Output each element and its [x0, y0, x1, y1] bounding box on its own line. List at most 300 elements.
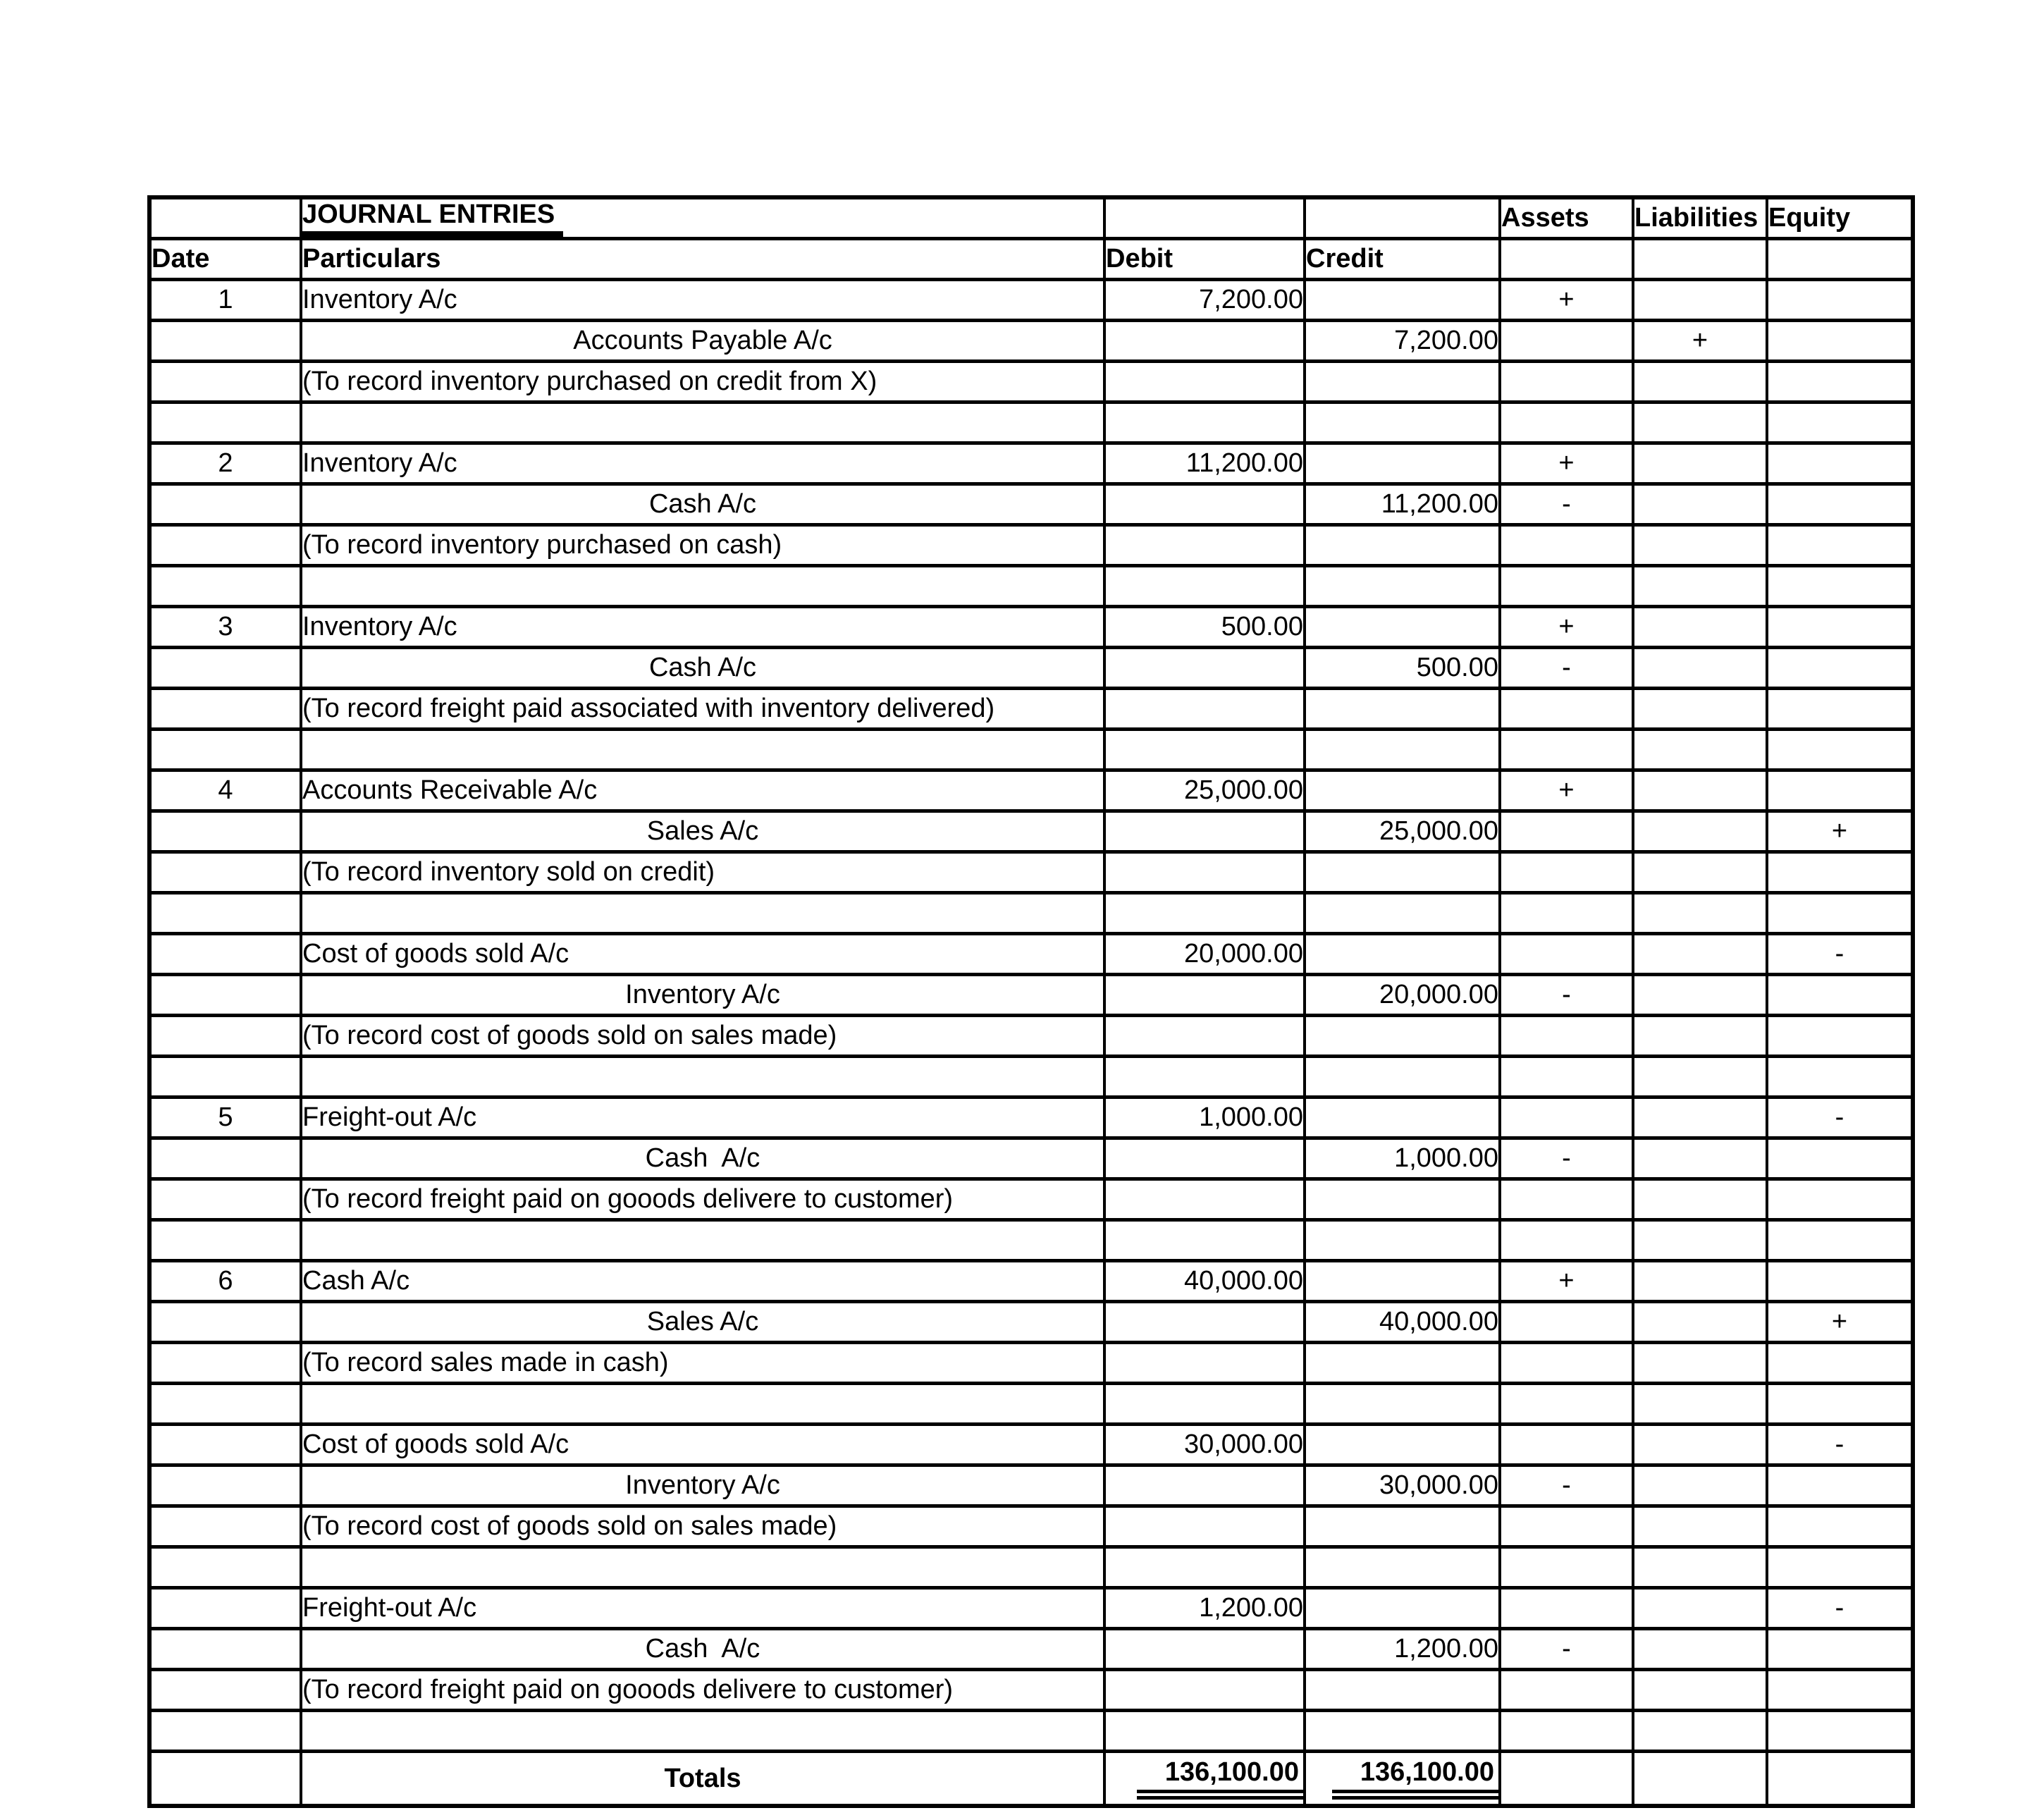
journal-row — [149, 811, 1913, 852]
assets-cell — [1500, 730, 1633, 770]
equity-cell: + — [1767, 811, 1913, 852]
debit-cell — [1104, 1711, 1305, 1752]
debit-cell — [1104, 197, 1305, 239]
assets-cell: - — [1500, 975, 1633, 1016]
liabilities-cell — [1633, 730, 1767, 770]
liabilities-cell — [1633, 525, 1767, 566]
credit-cell: 500.00 — [1305, 648, 1500, 689]
particulars-cell — [301, 1220, 1104, 1261]
date-cell — [149, 1220, 301, 1261]
debit-cell — [1104, 1343, 1305, 1384]
assets-cell — [1500, 1016, 1633, 1057]
equity-cell — [1767, 1506, 1913, 1547]
spacer-row — [149, 566, 1913, 607]
liabilities-cell — [1633, 1302, 1767, 1343]
debit-cell — [1104, 1138, 1305, 1179]
date-cell: 1 — [149, 280, 301, 321]
column-header-assets: Assets — [1500, 197, 1633, 239]
equity-cell — [1767, 402, 1913, 443]
equity-cell — [1767, 280, 1913, 321]
date-cell: 5 — [149, 1097, 301, 1138]
liabilities-cell — [1633, 1547, 1767, 1588]
equity-cell — [1767, 1629, 1913, 1670]
date-cell — [149, 1670, 301, 1711]
debit-cell: 30,000.00 — [1104, 1425, 1305, 1465]
particulars-cell: (To record cost of goods sold on sales made) — [301, 1506, 1104, 1547]
liabilities-cell — [1633, 1097, 1767, 1138]
equity-cell: + — [1767, 1302, 1913, 1343]
assets-cell: - — [1500, 1138, 1633, 1179]
particulars-cell: Sales A/c — [301, 1302, 1104, 1343]
date-cell — [149, 1057, 301, 1097]
table-title-row — [149, 197, 1913, 239]
date-cell — [149, 730, 301, 770]
equity-cell — [1767, 1343, 1913, 1384]
assets-cell: - — [1500, 648, 1633, 689]
journal-row — [149, 321, 1913, 362]
journal-row — [149, 1138, 1913, 1179]
equity-cell: - — [1767, 934, 1913, 975]
column-header-particulars: Particulars — [301, 239, 1104, 280]
equity-cell — [1767, 1384, 1913, 1425]
liabilities-cell — [1633, 566, 1767, 607]
liabilities-cell — [1633, 893, 1767, 934]
column-header-equity: Equity — [1767, 197, 1913, 239]
date-cell — [149, 689, 301, 730]
spacer-row — [149, 1711, 1913, 1752]
debit-cell — [1104, 730, 1305, 770]
debit-cell — [1104, 484, 1305, 525]
debit-cell: 500.00 — [1104, 607, 1305, 648]
date-cell — [149, 321, 301, 362]
credit-cell — [1305, 607, 1500, 648]
particulars-cell: Cash A/c — [301, 648, 1104, 689]
assets-cell — [1500, 1220, 1633, 1261]
debit-cell — [1104, 321, 1305, 362]
date-cell — [149, 852, 301, 893]
liabilities-cell — [1633, 1506, 1767, 1547]
equity-cell — [1767, 607, 1913, 648]
spacer-row — [149, 730, 1913, 770]
assets-cell — [1500, 1425, 1633, 1465]
debit-cell — [1104, 893, 1305, 934]
date-cell — [149, 1588, 301, 1629]
debit-cell — [1104, 689, 1305, 730]
particulars-cell: Accounts Payable A/c — [301, 321, 1104, 362]
particulars-cell — [301, 893, 1104, 934]
credit-cell — [1305, 1097, 1500, 1138]
journal-row — [149, 525, 1913, 566]
date-cell — [149, 1547, 301, 1588]
debit-cell — [1104, 566, 1305, 607]
particulars-cell: Cash A/c — [301, 1138, 1104, 1179]
credit-cell — [1305, 1711, 1500, 1752]
assets-cell — [1500, 1670, 1633, 1711]
credit-cell — [1305, 1016, 1500, 1057]
particulars-cell: Cash A/c — [301, 1261, 1104, 1302]
liabilities-cell — [1633, 1179, 1767, 1220]
particulars-cell — [301, 402, 1104, 443]
spacer-row — [149, 1057, 1913, 1097]
spacer-row — [149, 1384, 1913, 1425]
liabilities-cell — [1633, 1343, 1767, 1384]
particulars-cell: Inventory A/c — [301, 607, 1104, 648]
spacer-row — [149, 1220, 1913, 1261]
liabilities-cell — [1633, 1220, 1767, 1261]
equity-cell: - — [1767, 1425, 1913, 1465]
particulars-cell: Inventory A/c — [301, 280, 1104, 321]
equity-cell — [1767, 893, 1913, 934]
date-cell — [149, 1302, 301, 1343]
assets-cell — [1500, 239, 1633, 280]
credit-cell — [1305, 1547, 1500, 1588]
date-cell — [149, 1138, 301, 1179]
liabilities-cell — [1633, 1425, 1767, 1465]
credit-cell — [1305, 1506, 1500, 1547]
assets-cell — [1500, 1302, 1633, 1343]
assets-cell — [1500, 1711, 1633, 1752]
particulars-cell: Cost of goods sold A/c — [301, 934, 1104, 975]
equity-cell — [1767, 1670, 1913, 1711]
journal-row — [149, 1588, 1913, 1629]
liabilities-cell — [1633, 239, 1767, 280]
date-cell — [149, 975, 301, 1016]
debit-cell — [1104, 1220, 1305, 1261]
debit-cell — [1104, 852, 1305, 893]
equity-cell: - — [1767, 1097, 1913, 1138]
date-cell — [149, 484, 301, 525]
assets-cell — [1500, 362, 1633, 402]
column-header-date: Date — [149, 239, 301, 280]
credit-cell — [1305, 689, 1500, 730]
totals-credit-cell — [1305, 1752, 1500, 1807]
credit-cell — [1305, 730, 1500, 770]
credit-cell — [1305, 1343, 1500, 1384]
journal-row — [149, 1465, 1913, 1506]
liabilities-cell — [1633, 934, 1767, 975]
debit-cell — [1104, 811, 1305, 852]
credit-cell — [1305, 1179, 1500, 1220]
journal-row — [149, 1261, 1913, 1302]
equity-cell — [1767, 1057, 1913, 1097]
liabilities-cell — [1633, 1384, 1767, 1425]
journal-entries-title: JOURNAL ENTRIES — [302, 201, 563, 237]
column-header-row — [149, 239, 1913, 280]
debit-cell: 40,000.00 — [1104, 1261, 1305, 1302]
particulars-cell: Freight-out A/c — [301, 1097, 1104, 1138]
journal-row — [149, 975, 1913, 1016]
equity-cell: - — [1767, 1588, 1913, 1629]
particulars-cell: (To record inventory sold on credit) — [301, 852, 1104, 893]
spacer-row — [149, 893, 1913, 934]
liabilities-cell — [1633, 689, 1767, 730]
credit-cell — [1305, 852, 1500, 893]
assets-cell — [1500, 1057, 1633, 1097]
credit-cell: 20,000.00 — [1305, 975, 1500, 1016]
credit-cell — [1305, 280, 1500, 321]
equity-cell — [1767, 770, 1913, 811]
equity-cell — [1767, 852, 1913, 893]
liabilities-cell — [1633, 852, 1767, 893]
equity-cell — [1767, 730, 1913, 770]
assets-cell — [1500, 893, 1633, 934]
assets-cell: + — [1500, 770, 1633, 811]
credit-cell: 25,000.00 — [1305, 811, 1500, 852]
liabilities-cell — [1633, 362, 1767, 402]
assets-cell — [1500, 1752, 1633, 1807]
equity-cell — [1767, 321, 1913, 362]
credit-cell — [1305, 1425, 1500, 1465]
date-cell — [149, 1384, 301, 1425]
date-cell — [149, 566, 301, 607]
assets-cell — [1500, 402, 1633, 443]
particulars-cell: Accounts Receivable A/c — [301, 770, 1104, 811]
debit-cell: 11,200.00 — [1104, 443, 1305, 484]
equity-cell — [1767, 1465, 1913, 1506]
date-cell — [149, 362, 301, 402]
column-header-credit: Credit — [1305, 239, 1500, 280]
equity-cell — [1767, 362, 1913, 402]
debit-cell: 1,000.00 — [1104, 1097, 1305, 1138]
assets-cell — [1500, 566, 1633, 607]
credit-cell: 1,000.00 — [1305, 1138, 1500, 1179]
date-cell — [149, 811, 301, 852]
particulars-cell — [301, 1384, 1104, 1425]
credit-cell — [1305, 1057, 1500, 1097]
liabilities-cell — [1633, 1057, 1767, 1097]
debit-cell — [1104, 1384, 1305, 1425]
liabilities-cell — [1633, 811, 1767, 852]
date-cell — [149, 893, 301, 934]
assets-cell: + — [1500, 607, 1633, 648]
journal-row — [149, 1179, 1913, 1220]
credit-cell — [1305, 1670, 1500, 1711]
spacer-row — [149, 1547, 1913, 1588]
particulars-cell — [301, 1057, 1104, 1097]
debit-cell — [1104, 1302, 1305, 1343]
particulars-cell: (To record freight paid on gooods delivere to customer) — [301, 1179, 1104, 1220]
date-cell — [149, 1711, 301, 1752]
credit-cell: 1,200.00 — [1305, 1629, 1500, 1670]
equity-cell — [1767, 1016, 1913, 1057]
liabilities-cell — [1633, 607, 1767, 648]
equity-cell — [1767, 975, 1913, 1016]
particulars-cell: Inventory A/c — [301, 443, 1104, 484]
date-cell — [149, 525, 301, 566]
liabilities-cell — [1633, 1138, 1767, 1179]
journal-row — [149, 607, 1913, 648]
assets-cell — [1500, 1506, 1633, 1547]
assets-cell — [1500, 689, 1633, 730]
journal-row — [149, 1302, 1913, 1343]
liabilities-cell: + — [1633, 321, 1767, 362]
equity-cell — [1767, 1547, 1913, 1588]
date-cell — [149, 197, 301, 239]
debit-cell — [1104, 1057, 1305, 1097]
credit-cell: 40,000.00 — [1305, 1302, 1500, 1343]
date-cell — [149, 1179, 301, 1220]
debit-cell — [1104, 402, 1305, 443]
debit-cell: 25,000.00 — [1104, 770, 1305, 811]
credit-cell — [1305, 525, 1500, 566]
date-cell — [149, 1752, 301, 1807]
equity-cell — [1767, 1138, 1913, 1179]
equity-cell — [1767, 1752, 1913, 1807]
credit-cell — [1305, 1384, 1500, 1425]
date-cell — [149, 1016, 301, 1057]
debit-cell: 1,200.00 — [1104, 1588, 1305, 1629]
particulars-cell: (To record inventory purchased on credit from X) — [301, 362, 1104, 402]
journal-row — [149, 280, 1913, 321]
assets-cell — [1500, 1343, 1633, 1384]
journal-row — [149, 770, 1913, 811]
date-cell — [149, 1506, 301, 1547]
credit-cell — [1305, 934, 1500, 975]
debit-cell: 7,200.00 — [1104, 280, 1305, 321]
spacer-row — [149, 402, 1913, 443]
date-cell — [149, 1465, 301, 1506]
assets-cell — [1500, 1097, 1633, 1138]
debit-cell — [1104, 1016, 1305, 1057]
particulars-cell — [301, 197, 1104, 239]
assets-cell — [1500, 321, 1633, 362]
particulars-cell: Freight-out A/c — [301, 1588, 1104, 1629]
assets-cell: + — [1500, 1261, 1633, 1302]
assets-cell: - — [1500, 1465, 1633, 1506]
debit-cell — [1104, 1547, 1305, 1588]
date-cell — [149, 1343, 301, 1384]
particulars-cell: (To record freight paid on gooods delivere to customer) — [301, 1670, 1104, 1711]
liabilities-cell — [1633, 280, 1767, 321]
journal-row — [149, 1016, 1913, 1057]
particulars-cell: Cash A/c — [301, 484, 1104, 525]
credit-cell — [1305, 770, 1500, 811]
column-header-liabilities: Liabilities — [1633, 197, 1767, 239]
journal-row — [149, 648, 1913, 689]
particulars-cell: Sales A/c — [301, 811, 1104, 852]
journal-row — [149, 443, 1913, 484]
equity-cell — [1767, 689, 1913, 730]
equity-cell — [1767, 648, 1913, 689]
journal-row — [149, 934, 1913, 975]
journal-row — [149, 1425, 1913, 1465]
total-amount: 136,100.00 — [1137, 1757, 1303, 1800]
date-cell: 3 — [149, 607, 301, 648]
date-cell — [149, 1629, 301, 1670]
liabilities-cell — [1633, 1588, 1767, 1629]
particulars-cell: (To record sales made in cash) — [301, 1343, 1104, 1384]
liabilities-cell — [1633, 648, 1767, 689]
debit-cell — [1104, 1465, 1305, 1506]
assets-cell — [1500, 1588, 1633, 1629]
liabilities-cell — [1633, 1016, 1767, 1057]
credit-cell: 7,200.00 — [1305, 321, 1500, 362]
assets-cell: + — [1500, 443, 1633, 484]
liabilities-cell — [1633, 1752, 1767, 1807]
total-amount: 136,100.00 — [1332, 1757, 1498, 1800]
assets-cell — [1500, 1179, 1633, 1220]
credit-cell — [1305, 362, 1500, 402]
particulars-cell: (To record cost of goods sold on sales made) — [301, 1016, 1104, 1057]
debit-cell — [1104, 1629, 1305, 1670]
totals-label: Totals — [301, 1752, 1104, 1807]
journal-row — [149, 1343, 1913, 1384]
journal-row — [149, 362, 1913, 402]
liabilities-cell — [1633, 1670, 1767, 1711]
journal-row — [149, 1670, 1913, 1711]
particulars-cell — [301, 566, 1104, 607]
date-cell: 6 — [149, 1261, 301, 1302]
credit-cell: 11,200.00 — [1305, 484, 1500, 525]
assets-cell — [1500, 934, 1633, 975]
credit-cell — [1305, 566, 1500, 607]
assets-cell: - — [1500, 1629, 1633, 1670]
liabilities-cell — [1633, 443, 1767, 484]
debit-cell — [1104, 525, 1305, 566]
liabilities-cell — [1633, 975, 1767, 1016]
debit-cell — [1104, 362, 1305, 402]
particulars-cell — [301, 1711, 1104, 1752]
equity-cell — [1767, 1179, 1913, 1220]
equity-cell — [1767, 484, 1913, 525]
equity-cell — [1767, 566, 1913, 607]
debit-cell — [1104, 1670, 1305, 1711]
credit-cell: 30,000.00 — [1305, 1465, 1500, 1506]
liabilities-cell — [1633, 1261, 1767, 1302]
credit-cell — [1305, 443, 1500, 484]
debit-cell — [1104, 648, 1305, 689]
totals-debit-cell — [1104, 1752, 1305, 1807]
assets-cell — [1500, 1384, 1633, 1425]
date-cell — [149, 1425, 301, 1465]
equity-cell — [1767, 1261, 1913, 1302]
equity-cell — [1767, 443, 1913, 484]
equity-cell — [1767, 239, 1913, 280]
particulars-cell: (To record freight paid associated with inventory delivered) — [301, 689, 1104, 730]
debit-cell — [1104, 1179, 1305, 1220]
liabilities-cell — [1633, 1711, 1767, 1752]
assets-cell — [1500, 525, 1633, 566]
credit-cell — [1305, 402, 1500, 443]
liabilities-cell — [1633, 770, 1767, 811]
particulars-cell: Inventory A/c — [301, 975, 1104, 1016]
column-header-debit: Debit — [1104, 239, 1305, 280]
date-cell: 4 — [149, 770, 301, 811]
particulars-cell: Cash A/c — [301, 1629, 1104, 1670]
particulars-cell — [301, 730, 1104, 770]
date-cell — [149, 402, 301, 443]
assets-cell — [1500, 1547, 1633, 1588]
date-cell: 2 — [149, 443, 301, 484]
equity-cell — [1767, 525, 1913, 566]
journal-row — [149, 484, 1913, 525]
assets-cell: - — [1500, 484, 1633, 525]
debit-cell — [1104, 975, 1305, 1016]
debit-cell — [1104, 1506, 1305, 1547]
credit-cell — [1305, 197, 1500, 239]
particulars-cell: Cost of goods sold A/c — [301, 1425, 1104, 1465]
credit-cell — [1305, 1220, 1500, 1261]
equity-cell — [1767, 1220, 1913, 1261]
debit-cell: 20,000.00 — [1104, 934, 1305, 975]
journal-row — [149, 1629, 1913, 1670]
date-cell — [149, 934, 301, 975]
liabilities-cell — [1633, 484, 1767, 525]
journal-row — [149, 1506, 1913, 1547]
equity-cell — [1767, 1711, 1913, 1752]
liabilities-cell — [1633, 1465, 1767, 1506]
journal-row — [149, 852, 1913, 893]
